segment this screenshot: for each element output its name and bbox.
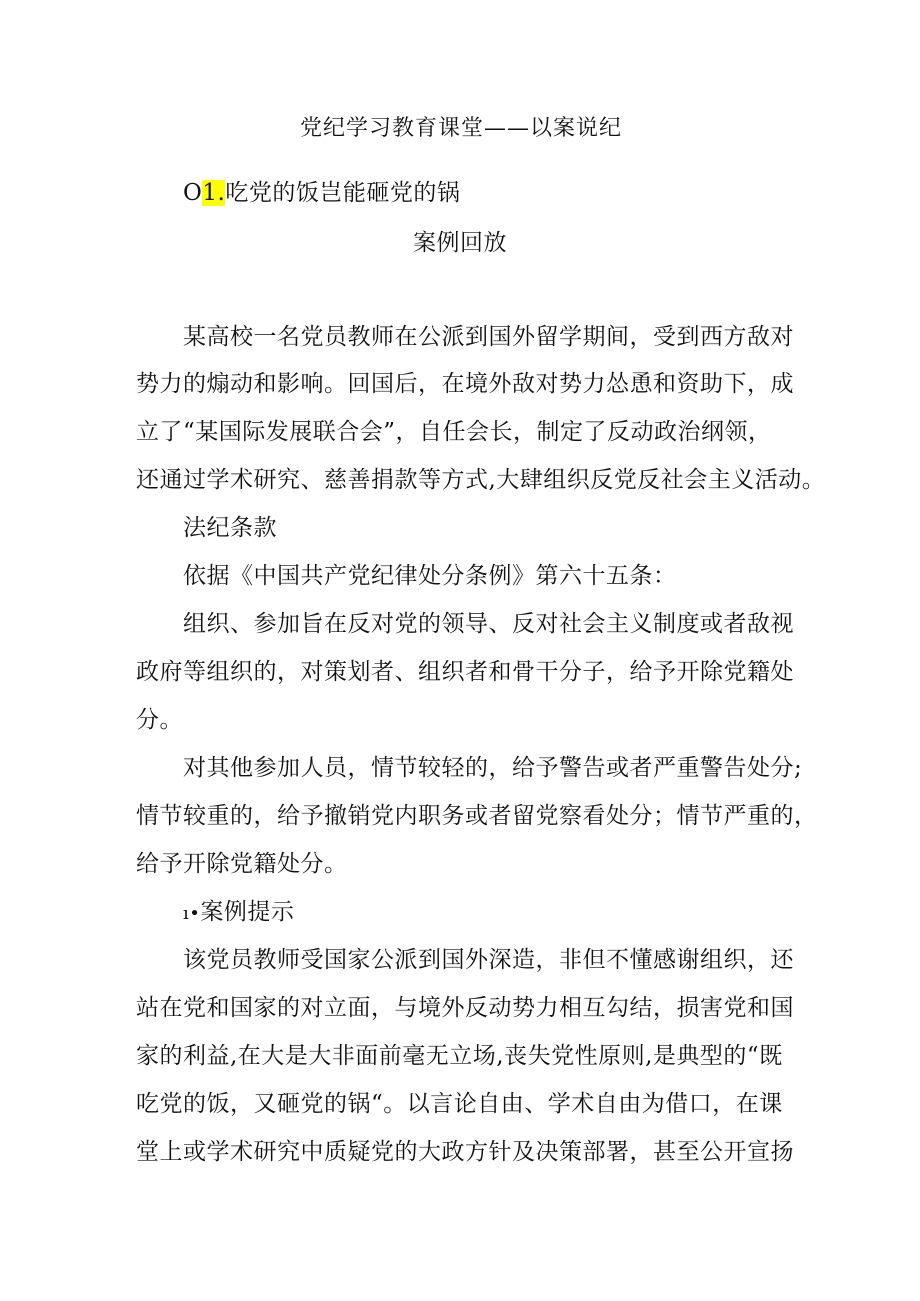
case-heading-number: 1. [202, 180, 226, 206]
section-law: 法纪条款 [183, 515, 277, 541]
law-paragraph-line: 对其他参加人员，情节较轻的，给予警告或者严重警告处分; [183, 755, 803, 781]
case-paragraph-line: 某高校一名党员教师在公派到国外留学期间，受到西方敌对 [183, 324, 794, 350]
case-paragraph-line: 势力的煽动和影响。回国后，在境外敌对势力怂恿和资助下，成 [136, 371, 794, 397]
bullet-icon: ı• [183, 903, 201, 924]
law-paragraph-line: 组织、参加旨在反对党的领导、反对社会主义制度或者敌视 [183, 611, 794, 637]
tips-paragraph-line: 堂上或学术研究中质疑党的大政方针及决策部署，甚至公开宣扬 [136, 1139, 794, 1165]
document-title: 党纪学习教育课堂——以案说纪 [300, 116, 623, 141]
law-basis: 依据《中国共产党纪律处分条例》第六十五条： [183, 563, 677, 589]
tips-paragraph-line: 家的利益,在大是大非面前毫无立场,丧失党性原则,是典型的“既 [136, 1043, 783, 1069]
case-heading-prefix: O [183, 180, 203, 206]
case-heading [183, 178, 460, 208]
section-tips [183, 897, 294, 929]
section-tips-label: 案例提示 [200, 899, 295, 925]
law-paragraph-line: 政府等组织的，对策划者、组织者和骨干分子，给予开除党籍处 [136, 659, 794, 685]
section-case-review: 案例回放 [413, 230, 507, 256]
tips-paragraph-line: 吃党的饭，又砸党的锅“。以言论自由、学术自由为借口，在课 [136, 1091, 783, 1117]
case-heading-text: 吃党的饭岂能砸党的锅 [225, 180, 461, 206]
law-paragraph-line: 情节较重的，给予撤销党内职务或者留党察看处分；情节严重的， [136, 803, 818, 829]
case-paragraph-line: 还通过学术研究、慈善捐款等方式,大肆组织反党反社会主义活动。 [136, 467, 826, 493]
tips-paragraph-line: 站在党和国家的对立面，与境外反动势力相互勾结，损害党和国 [136, 995, 794, 1021]
tips-paragraph-line: 该党员教师受国家公派到国外深造，非但不懂感谢组织，还 [183, 947, 794, 973]
case-paragraph-line: 立了“某国际发展联合会”，自任会长，制定了反动政治纲领， [136, 419, 772, 445]
law-paragraph-line: 分。 [136, 707, 183, 733]
law-paragraph-line: 给予开除党籍处分。 [136, 851, 348, 877]
